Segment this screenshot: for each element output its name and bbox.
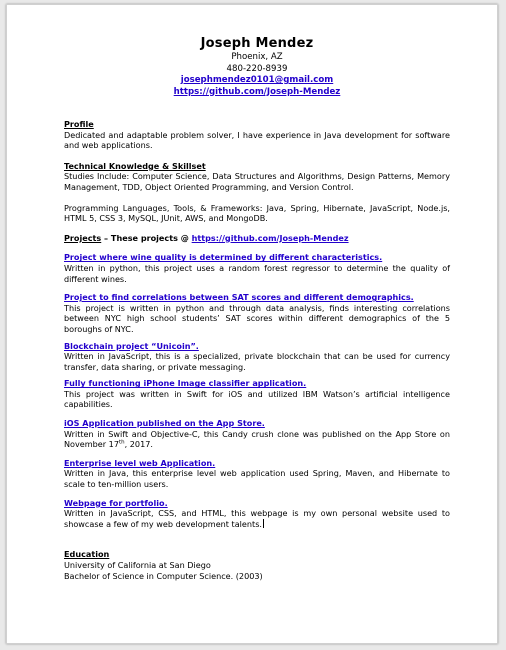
project-desc: Written in JavaScript, this is a specialized, private blockchain that can be used for currency transfer, data sharing, or private messaging. <box>64 351 450 372</box>
resume-content <box>64 36 450 581</box>
skills-languages: Programming Languages, Tools, & Frameworks: Java, Spring, Hibernate, JavaScript, Node.js, HTML 5, CSS 3, MySQL, JUnit, AWS, and MongoDB. <box>64 202 450 224</box>
text-cursor <box>263 519 264 528</box>
project-item <box>64 458 450 490</box>
project-item <box>64 418 450 450</box>
project-desc: Written in Java, this enterprise level web application used Spring, Maven, and Hibernate to scale to ten-million users. <box>64 468 450 490</box>
project-desc: This project is written in python and through data analysis, finds interesting correlations between NYC high school students’ SAT scores within different demographics of the 5 boroughs of NYC. <box>64 302 450 334</box>
profile-section <box>64 119 450 151</box>
education-degree: Bachelor of Science in Computer Science. (2003) <box>64 570 263 581</box>
project-title-ios-app[interactable]: iOS Application published on the App Store. <box>64 418 265 429</box>
project-title-wine[interactable]: Project where wine quality is determined by different characteristics. <box>64 252 383 263</box>
project-desc: This project was written in Swift for iOS and utilized IBM Watson’s artificial intelligence capabilities. <box>64 388 450 410</box>
skills-section <box>64 161 450 224</box>
email-link[interactable]: josephmendez0101@gmail.com <box>180 75 334 85</box>
document-page <box>6 4 498 644</box>
profile-text: Dedicated and adaptable problem solver, I have experience in Java development for software and web applications. <box>64 129 450 151</box>
projects-github-link[interactable]: https://github.com/Joseph-Mendez <box>191 232 349 243</box>
ordinal-suffix: th <box>118 439 125 446</box>
candidate-name: Joseph Mendez <box>200 36 314 51</box>
profile-heading: Profile <box>64 119 94 129</box>
project-title-iphone-classifier[interactable]: Fully functioning iPhone Image classifier application. <box>64 378 307 389</box>
project-title-enterprise[interactable]: Enterprise level web Application. <box>64 457 216 468</box>
project-desc: Written in python, this project uses a random forest regressor to determine the quality of different wines. <box>64 262 450 284</box>
project-title-blockchain[interactable]: Blockchain project “Unicoin”. <box>64 340 199 351</box>
phone: 480-220-8939 <box>226 63 288 74</box>
projects-heading-line <box>64 233 450 244</box>
projects-intro: – These projects @ <box>101 232 192 243</box>
project-item <box>64 341 450 373</box>
education-section <box>64 549 450 581</box>
github-link[interactable]: https://github.com/Joseph-Mendez <box>173 86 341 97</box>
project-item <box>64 252 450 284</box>
location: Phoenix, AZ <box>231 52 283 62</box>
project-desc-text: Written in JavaScript, CSS, and HTML, this webpage is my own personal website used to showcase a few of my web development talents. <box>64 508 450 529</box>
project-desc-part: , 2017. <box>124 439 153 450</box>
project-desc <box>64 429 450 450</box>
project-title-sat[interactable]: Project to find correlations between SAT scores and different demographics. <box>64 292 414 303</box>
projects-heading: Projects <box>64 232 102 243</box>
resume-header <box>64 36 450 98</box>
projects-section <box>64 233 450 530</box>
education-school: University of California at San Diego <box>64 560 211 570</box>
project-desc <box>64 508 450 529</box>
project-item <box>64 378 450 410</box>
skills-heading: Technical Knowledge & Skillset <box>64 160 206 171</box>
skills-studies: Studies Include: Computer Science, Data Structures and Algorithms, Design Patterns, Memory Management, TDD, Object Oriented Programming, and Version Control. <box>64 171 450 192</box>
project-item <box>64 498 450 530</box>
project-title-portfolio[interactable]: Webpage for portfolio. <box>64 497 168 508</box>
project-item <box>64 292 450 334</box>
project-desc-part: Written in Swift and Objective-C, this Candy crush clone was published on the App Store on November 17 <box>64 428 450 450</box>
education-heading: Education <box>64 549 110 560</box>
